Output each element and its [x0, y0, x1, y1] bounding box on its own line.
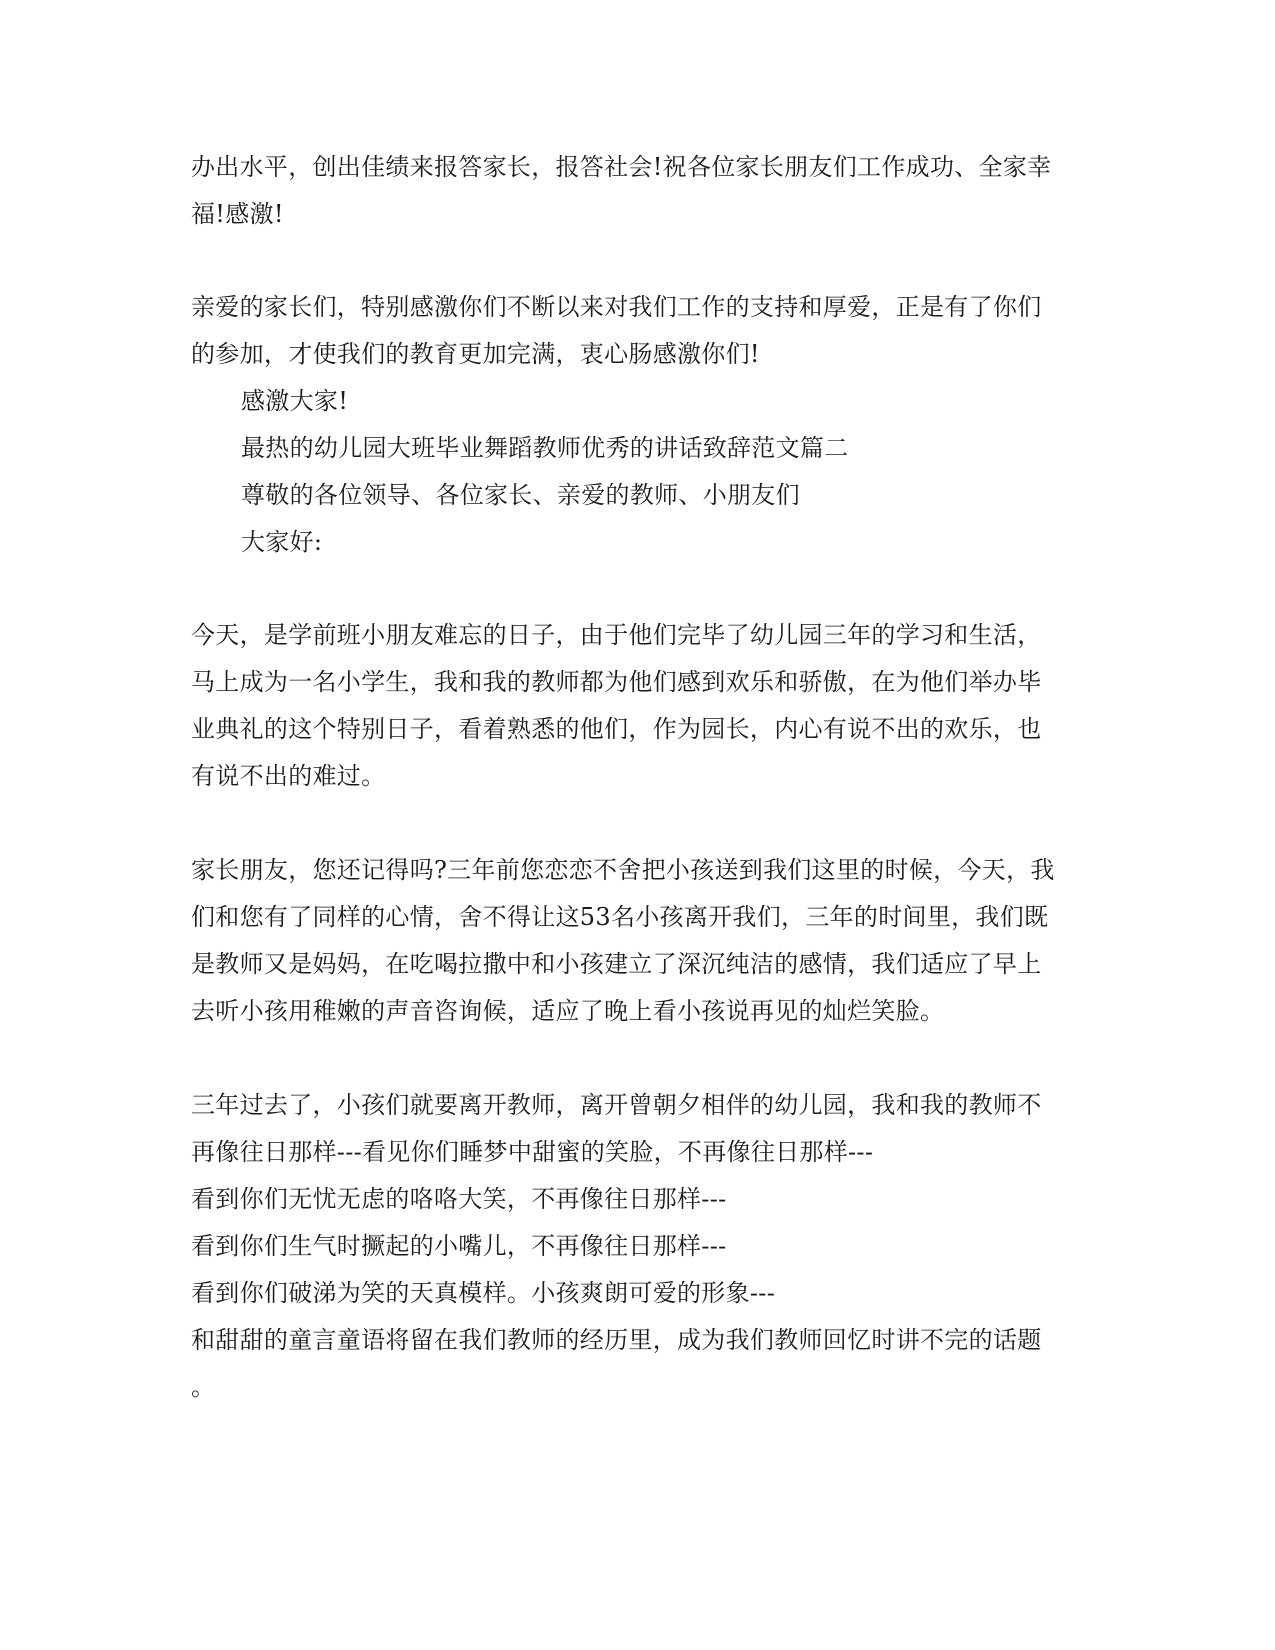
- text-line: 。: [191, 1373, 216, 1401]
- text-line: 福!感激!: [191, 200, 284, 228]
- text-line: 看到你们生气时撅起的小嘴儿，不再像往日那样---: [191, 1232, 727, 1260]
- greeting: 大家好:: [241, 528, 323, 556]
- text-line: 亲爱的家长们，特别感激你们不断以来对我们工作的支持和厚爱，正是有了你们: [191, 293, 1042, 321]
- text-line: 看到你们破涕为笑的天真模样。小孩爽朗可爱的形象---: [191, 1279, 776, 1307]
- salutation: 尊敬的各位领导、各位家长、亲爱的教师、小朋友们: [241, 481, 800, 509]
- text-line: 看到你们无忧无虑的咯咯大笑，不再像往日那样---: [191, 1185, 727, 1213]
- text-line: 今天，是学前班小朋友难忘的日子，由于他们完毕了幼儿园三年的学习和生活，: [191, 621, 1042, 649]
- text-line: 再像往日那样---看见你们睡梦中甜蜜的笑脸，不再像往日那样---: [191, 1138, 874, 1166]
- section-heading: 最热的幼儿园大班毕业舞蹈教师优秀的讲话致辞范文篇二: [241, 434, 849, 462]
- text-line: 去听小孩用稚嫩的声音咨询候，适应了晚上看小孩说再见的灿烂笑脸。: [191, 997, 945, 1025]
- text-line: 三年过去了，小孩们就要离开教师，离开曾朝夕相伴的幼儿园，我和我的教师不: [191, 1091, 1042, 1119]
- text-line: 办出水平，创出佳绩来报答家长，报答社会!祝各位家长朋友们工作成功、全家幸: [191, 153, 1052, 181]
- text-line: 有说不出的难过。: [191, 762, 386, 790]
- text-line: 感激大家!: [241, 387, 349, 415]
- text-line: 家长朋友，您还记得吗?三年前您恋恋不舍把小孩送到我们这里的时候，今天，我: [191, 856, 1055, 884]
- text-line: 马上成为一名小学生，我和我的教师都为他们感到欢乐和骄傲，在为他们举办毕: [191, 668, 1042, 696]
- text-line: 业典礼的这个特别日子，看着熟悉的他们，作为园长，内心有说不出的欢乐，也: [191, 715, 1042, 743]
- text-line: 们和您有了同样的心情，舍不得让这53名小孩离开我们，三年的时间里，我们既: [191, 903, 1049, 931]
- text-line: 的参加，才使我们的教育更加完满，衷心肠感激你们!: [191, 340, 760, 368]
- text-line: 和甜甜的童言童语将留在我们教师的经历里，成为我们教师回忆时讲不完的话题: [191, 1326, 1042, 1354]
- text-line: 是教师又是妈妈，在吃喝拉撒中和小孩建立了深沉纯洁的感情，我们适应了早上: [191, 950, 1042, 978]
